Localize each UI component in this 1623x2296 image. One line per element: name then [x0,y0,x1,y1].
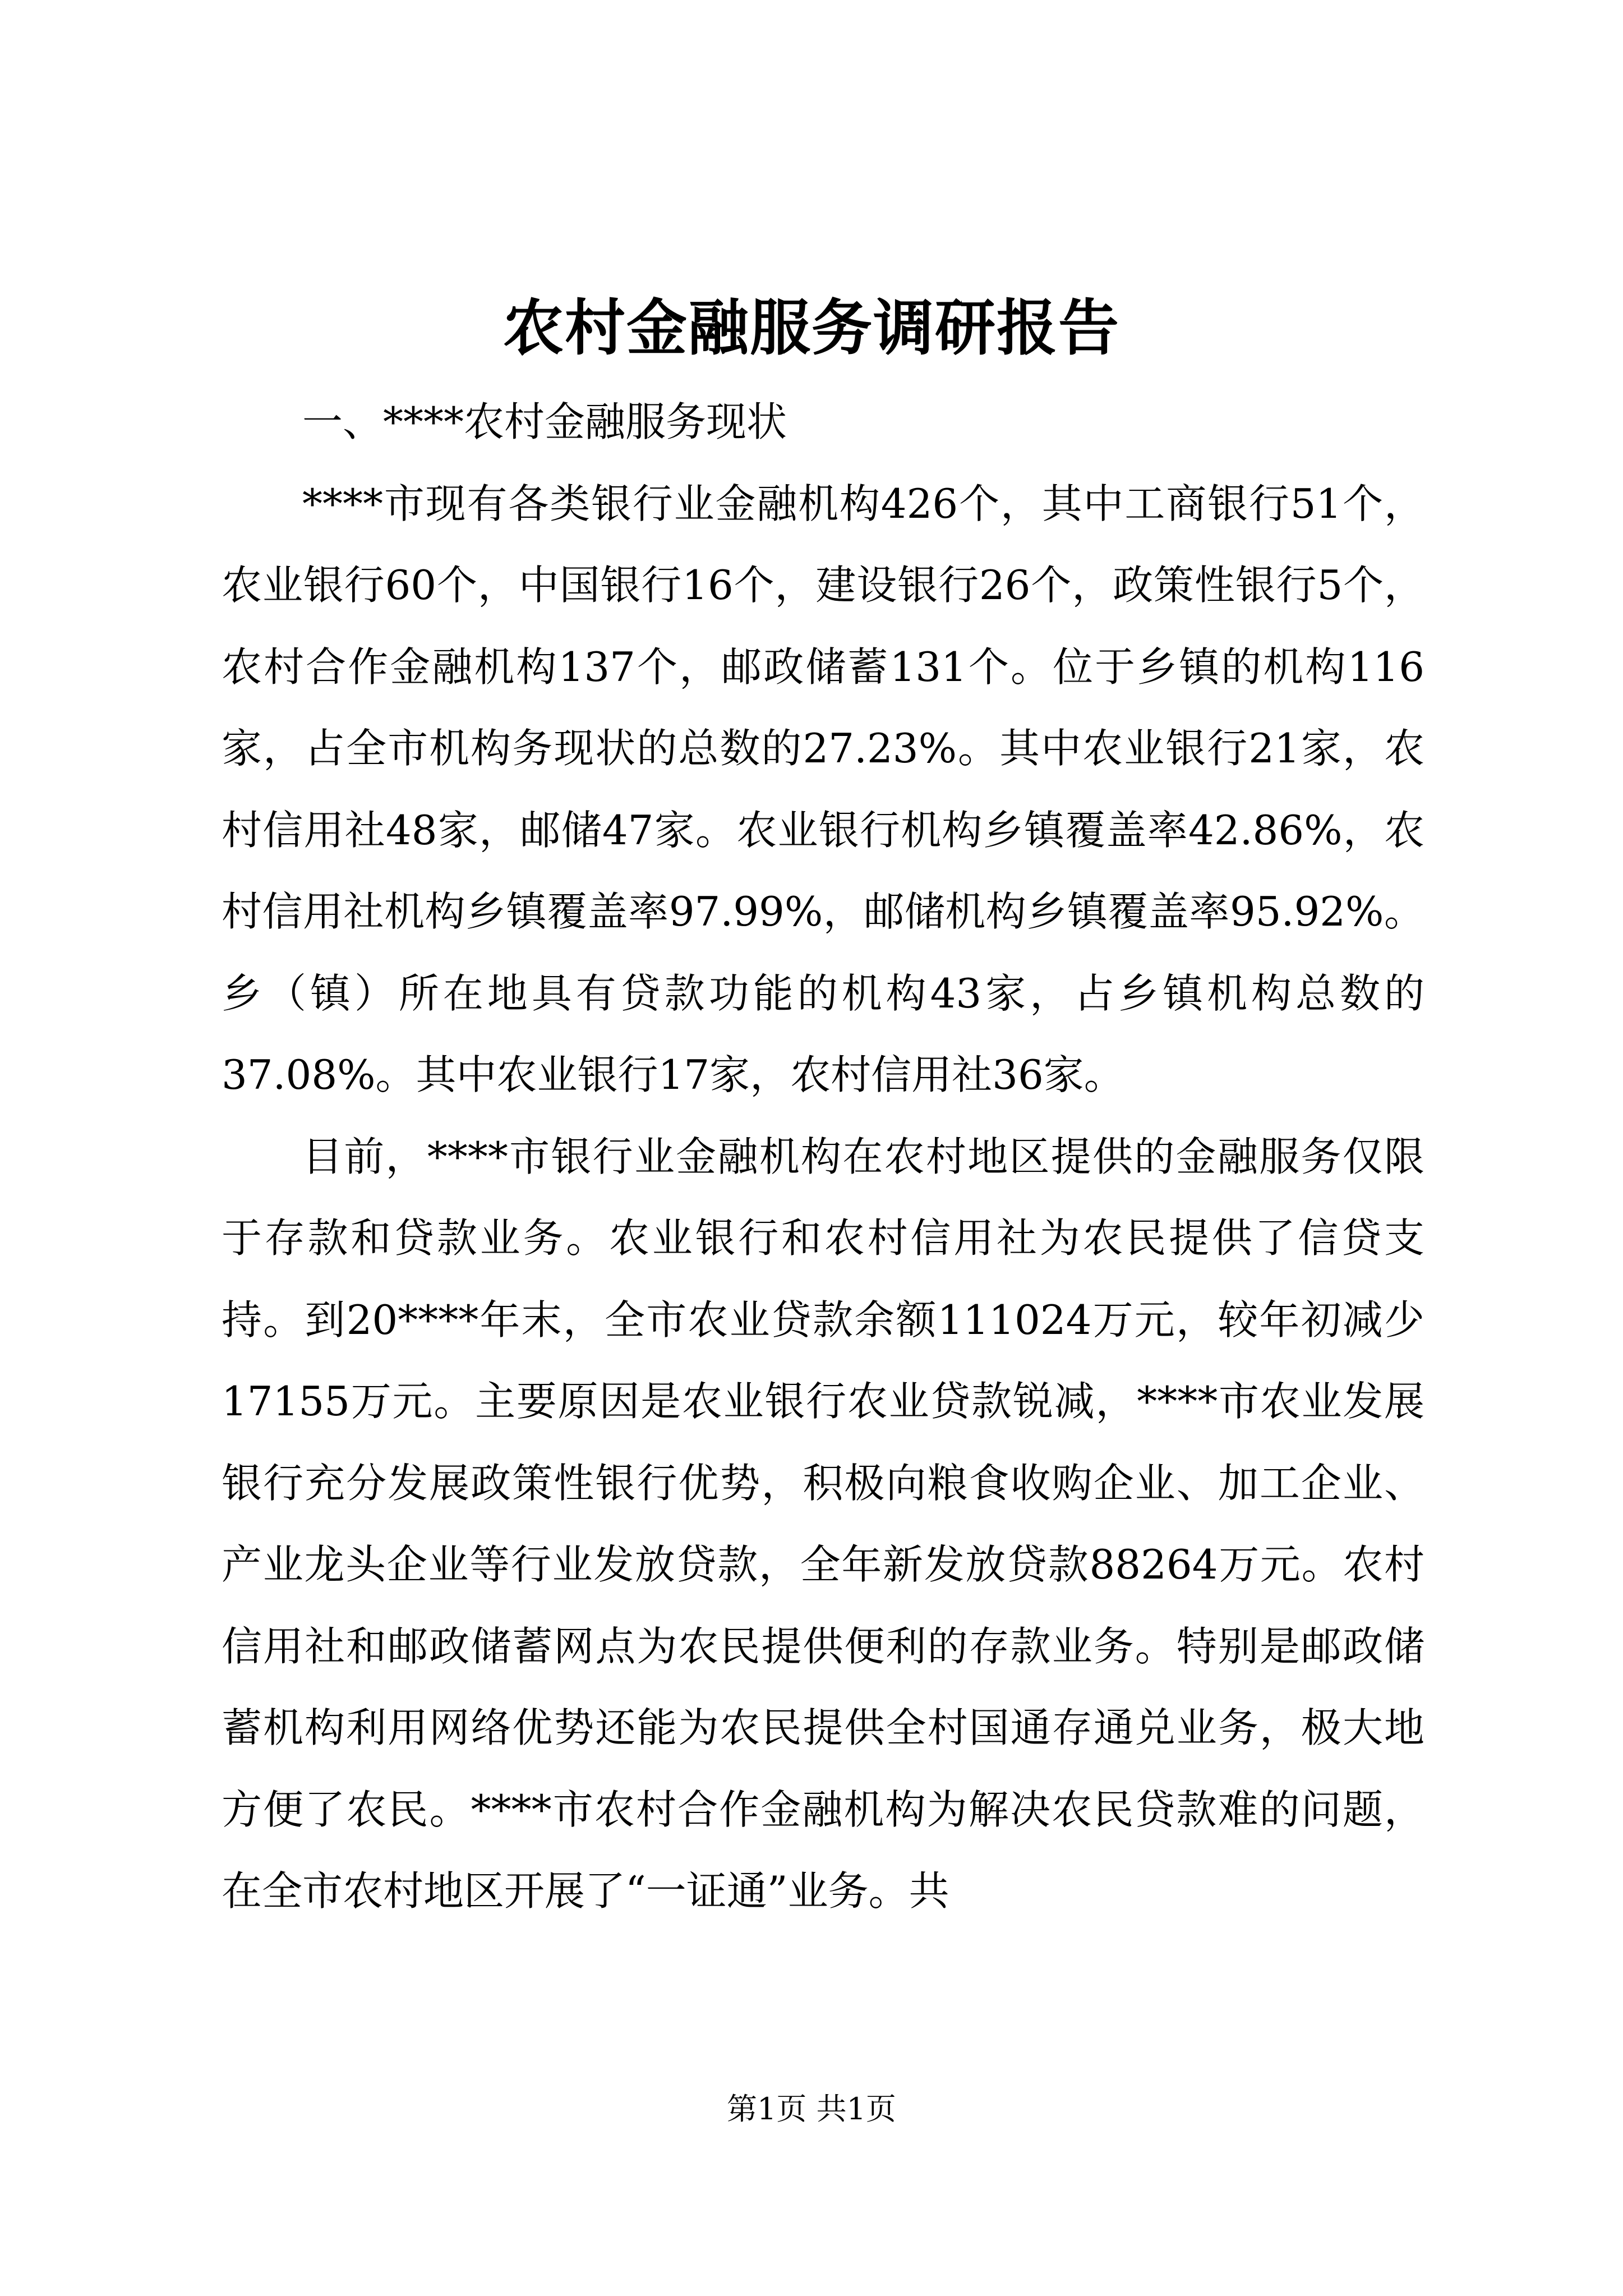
document-body [222,381,1424,1932]
section-heading: 一、****农村金融服务现状 [302,398,787,445]
document-title: 农村金融服务调研报告 [502,293,1120,364]
body-paragraph: ****市现有各类银行业金融机构426个，其中工商银行51个，农业银行60个，中国银行16个，建设银行26个，政策性银行5个，农村合作金融机构137个，邮政储蓄131个。位于乡镇的机构116家，占全市机构务现状的总数的27.23%。其中农业银行21家，农村信用社48家，邮储47家。农业银行机构乡镇覆盖率42.86%，农村信用社机构乡镇覆盖率97.99%，邮储机构乡镇覆盖率95.92%。乡（镇）所在地具有贷款功能的机构43家，占乡镇机构总数的37.08%。其中农业银行17家，农村信用社36家。 [222,480,1424,1098]
body-paragraph: 目前，****市银行业金融机构在农村地区提供的金融服务仅限于存款和贷款业务。农业银行和农村信用社为农民提供了信贷支持。到20****年末，全市农业贷款余额111024万元，较年初减少17155万元。主要原因是农业银行农业贷款锐减，****市农业发展银行充分发展政策性银行优势，积极向粮食收购企业、加工企业、产业龙头企业等行业发放贷款，全年新发放贷款88264万元。农村信用社和邮政储蓄网点为农民提供便利的存款业务。特别是邮政储蓄机构利用网络优势还能为农民提供全村国通存通兑业务，极大地方便了农民。****市农村合作金融机构为解决农民贷款难的问题，在全市农村地区开展了“一证通”业务。共 [222,1133,1424,1915]
page-footer: 第1页 共1页 [727,2091,896,2127]
